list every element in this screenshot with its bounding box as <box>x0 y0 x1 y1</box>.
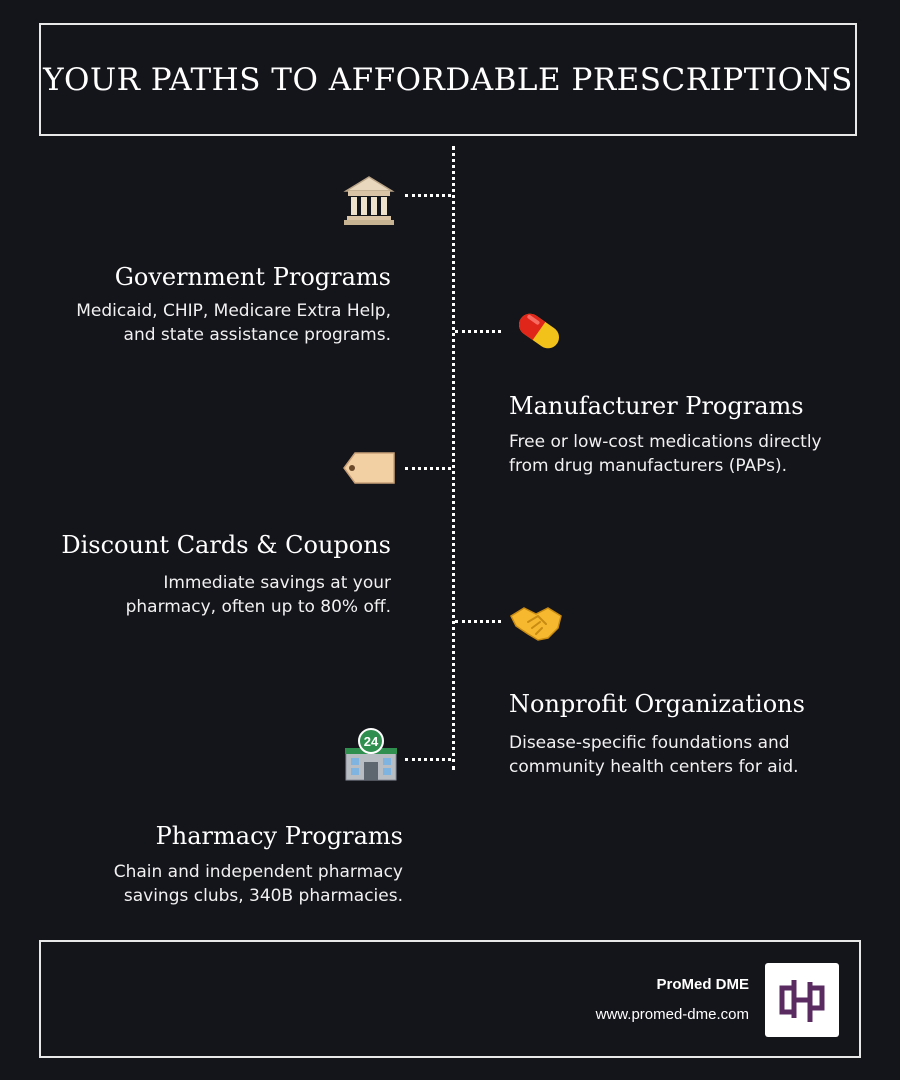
connector-discount <box>405 467 451 470</box>
item-desc-discount <box>31 571 391 619</box>
brand-name: ProMed DME <box>656 976 749 993</box>
connector-government <box>405 194 451 197</box>
desc-line: from drug manufacturers (PAPs). <box>509 456 788 476</box>
item-title-discount: Discount Cards & Coupons <box>61 531 391 559</box>
title-box <box>39 23 857 136</box>
desc-line: Medicaid, CHIP, Medicare Extra Help, <box>76 301 391 321</box>
connector-pharmacy <box>405 758 451 761</box>
desc-line: Free or low-cost medications directly <box>509 432 822 452</box>
pharmacy-badge-text: 24 <box>363 734 379 749</box>
desc-line: Immediate savings at your <box>163 573 391 593</box>
brand-url[interactable]: www.promed-dme.com <box>595 1006 749 1023</box>
item-desc-government <box>31 299 391 347</box>
pharmacy-24-icon <box>343 728 399 784</box>
page-title: YOUR PATHS TO AFFORDABLE PRESCRIPTIONS <box>43 61 853 98</box>
desc-line: pharmacy, often up to 80% off. <box>125 597 391 617</box>
item-title-pharmacy: Pharmacy Programs <box>155 822 403 850</box>
bank-icon <box>341 172 397 228</box>
item-desc-pharmacy <box>43 860 403 908</box>
handshake-icon <box>508 594 564 650</box>
connector-nonprofit <box>455 620 501 623</box>
footer-box <box>39 940 861 1058</box>
item-title-nonprofit: Nonprofit Organizations <box>509 690 805 718</box>
connector-manufacturer <box>455 330 501 333</box>
item-title-government: Government Programs <box>114 263 391 291</box>
pill-icon <box>511 303 567 359</box>
item-desc-manufacturer <box>509 430 879 478</box>
item-title-manufacturer: Manufacturer Programs <box>509 392 804 420</box>
promed-logo-icon <box>765 963 839 1037</box>
item-desc-nonprofit <box>509 731 879 779</box>
desc-line: and state assistance programs. <box>123 325 391 345</box>
desc-line: savings clubs, 340B pharmacies. <box>123 886 403 906</box>
timeline-spine <box>452 146 455 770</box>
desc-line: community health centers for aid. <box>509 757 799 777</box>
desc-line: Chain and independent pharmacy <box>113 862 403 882</box>
tag-icon <box>341 440 397 496</box>
desc-line: Disease-specific foundations and <box>509 733 790 753</box>
